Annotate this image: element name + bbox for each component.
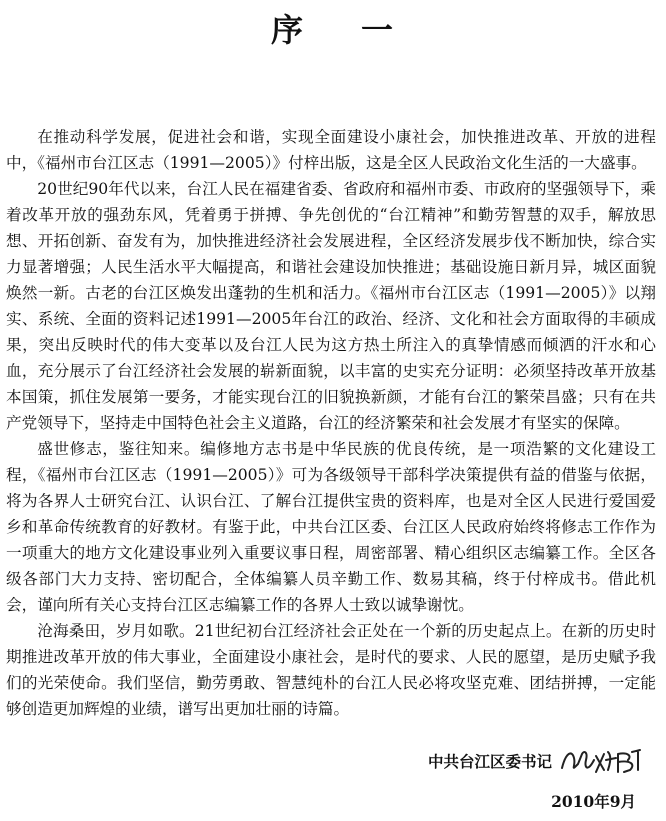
preface-body: [6, 124, 656, 722]
paragraph-2: 20世纪90年代以来，台江人民在福建省委、省政府和福州市委、市政府的坚强领导下，乘着改革开放的强劲东风，凭着勇于拼搏、争先创优的“台江精神”和勤劳智慧的双手，解放思想、开拓创新、奋发有为，加快推进经济社会发展进程，全区经济发展步伐不断加快，综合实力显著增强；人民生活水平大幅提高，和谐社会建设加快推进；基础设施日新月异，城区面貌焕然一新。古老的台江区焕发出蓬勃的生机和活力。《福州市台江区志（1991—2005）》以翔实、系统、全面的资料记述1991—2005年台江的政治、经济、文化和社会方面取得的丰硕成果，突出反映时代的伟大变革以及台江人民为这方热土所注入的真挚情感而倾洒的汗水和心血，充分展示了台江经济社会发展的崭新面貌，以丰富的史实充分证明：必须坚持改革开放基本国策，抓住发展第一要务，才能实现台江的旧貌换新颜，才能有台江的繁荣昌盛；只有在共产党领导下，坚持走中国特色社会主义道路，台江的经济繁荣和社会发展才有坚实的保障。: [6, 180, 656, 432]
title-char-2: 一: [361, 11, 396, 49]
signatory-title: 中共台江区委书记: [427, 752, 552, 771]
handwritten-signature: [558, 746, 644, 776]
paragraph-3: 盛世修志，鉴往知来。编修地方志书是中华民族的优良传统，是一项浩繁的文化建设工程，《福州市台江区志（1991—2005）》可为各级领导干部科学决策提供有益的借鉴与依据，将为各界人士研究台江、认识台江、了解台江提供宝贵的资料库，也是对全区人民进行爱国爱乡和革命传统教育的好教材。有鉴于此，中共台江区委、台江区人民政府始终将修志工作作为一项重大的地方文化建设事业列入重要议事日程，周密部署、精心组织区志编纂工作。全区各级各部门大力支持、密切配合，全体编纂人员辛勤工作、数易其稿，终于付梓成书。借此机会，谨向所有关心支持台江区志编纂工作的各界人士致以诚挚谢忱。: [6, 440, 656, 614]
paragraph-1: 在推动科学发展，促进社会和谐，实现全面建设小康社会，加快推进改革、开放的进程中，《福州市台江区志（1991—2005）》付梓出版，这是全区人民政治文化生活的一大盛事。: [6, 128, 656, 172]
title-char-1: 序: [270, 11, 305, 49]
paragraph-4: 沧海桑田，岁月如歌。21世纪初台江经济社会正处在一个新的历史起点上。在新的历史时期推进改革开放的伟大事业，全面建设小康社会，是时代的要求、人民的愿望，是历史赋予我们的光荣使命。我们坚信，勤劳勇敢、智慧纯朴的台江人民必将攻坚克难、团结拼搏，一定能够创造更加辉煌的业绩，谱写出更加壮丽的诗篇。: [6, 622, 656, 718]
page-title: [0, 8, 666, 52]
date-line: 2010年9月: [551, 792, 636, 811]
signature-block: [428, 746, 644, 776]
